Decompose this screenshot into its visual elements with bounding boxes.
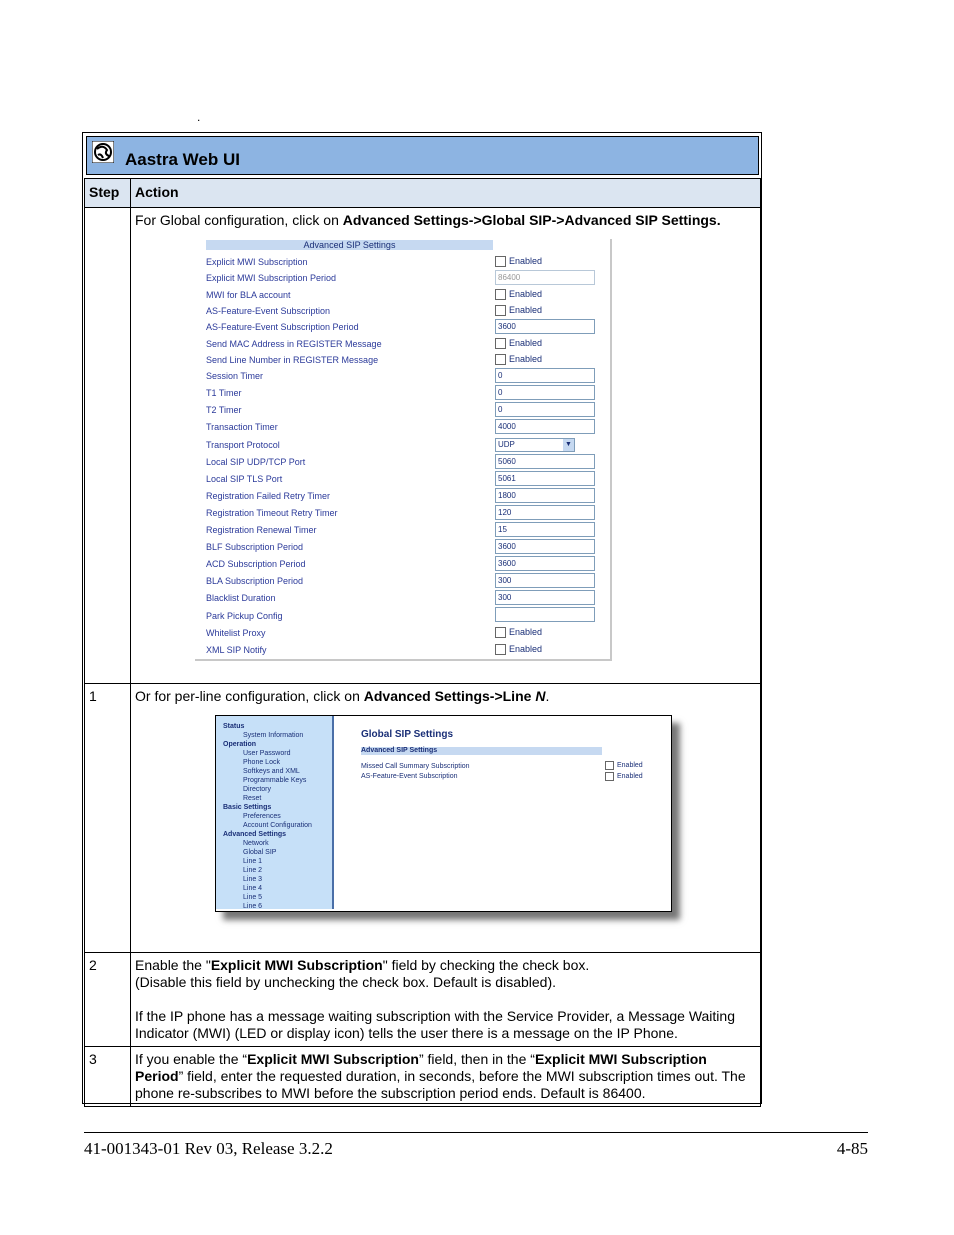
field-name: Explicit MWI Subscription — [210, 957, 383, 973]
as-feature-event-checkbox[interactable] — [605, 768, 643, 785]
select-value: UDP — [498, 439, 515, 449]
enabled-label: Enabled — [617, 773, 643, 780]
nav-item[interactable]: Reset — [243, 795, 262, 802]
setting-label: T1 Timer — [206, 388, 242, 399]
input-field[interactable]: 300 — [495, 573, 595, 588]
nav-item[interactable]: Line 6 — [243, 903, 263, 910]
field-name: Explicit MWI Subscription Period — [135, 1051, 707, 1084]
global-sip-main — [334, 716, 671, 911]
setting-label: Transaction Timer — [206, 422, 278, 433]
setting-label: Registration Renewal Timer — [206, 525, 317, 535]
input-field[interactable]: 0 — [495, 368, 595, 383]
input-field[interactable]: 300 — [495, 590, 595, 605]
nav-item[interactable]: User Password — [243, 750, 291, 757]
input-field[interactable]: 1800 — [495, 488, 595, 503]
enabled-label: Enabled — [509, 626, 543, 637]
setting-input[interactable] — [495, 470, 595, 487]
setting-checkbox[interactable] — [495, 624, 542, 641]
global-advanced-sip-header: Advanced SIP Settings — [361, 747, 602, 755]
input-field[interactable]: 0 — [495, 402, 595, 417]
enabled-label: Enabled — [509, 304, 543, 315]
setting-label: Blacklist Duration — [206, 593, 276, 604]
aastra-globe-icon — [92, 141, 114, 163]
setting-input[interactable] — [495, 418, 595, 435]
action-cell — [131, 1047, 761, 1107]
setting-input[interactable] — [495, 453, 595, 470]
action-text-end: . — [545, 688, 550, 704]
action-text: Enable the " — [135, 957, 211, 973]
input-field[interactable]: 5061 — [495, 471, 595, 486]
setting-input[interactable] — [495, 504, 595, 521]
nav-item[interactable]: Line 2 — [243, 867, 263, 874]
setting-checkbox[interactable] — [495, 302, 542, 319]
nav-item[interactable]: Phone Lock — [243, 759, 280, 766]
input-field[interactable]: 86400 — [495, 270, 595, 285]
input-field[interactable] — [495, 607, 595, 622]
setting-input[interactable] — [495, 384, 595, 401]
enabled-label: Enabled — [509, 288, 543, 299]
top-mark: . — [197, 110, 201, 124]
table-row — [85, 1047, 761, 1107]
step-number: 3 — [85, 1047, 131, 1107]
action-path: Advanced Settings->Line — [363, 688, 536, 704]
action-cell — [131, 953, 761, 1047]
nav-item[interactable]: Line 4 — [243, 885, 263, 892]
setting-checkbox[interactable] — [495, 286, 542, 303]
setting-input[interactable] — [495, 555, 595, 572]
nav-item[interactable]: Directory — [243, 786, 272, 793]
enabled-label: Enabled — [509, 643, 543, 654]
input-field[interactable]: 4000 — [495, 419, 595, 434]
input-field[interactable]: 3600 — [495, 319, 595, 334]
nav-item[interactable]: Programmable Keys — [243, 777, 307, 784]
nav-item[interactable]: Softkeys and XML — [243, 768, 300, 775]
action-cell — [131, 208, 761, 684]
chevron-down-icon[interactable]: ▼ — [563, 439, 574, 451]
input-field[interactable]: 3600 — [495, 556, 595, 571]
setting-label: MWI for BLA account — [206, 289, 291, 300]
checkbox-box[interactable] — [495, 305, 506, 316]
input-field[interactable]: 0 — [495, 385, 595, 400]
checkbox-box[interactable] — [495, 338, 506, 349]
setting-label: Explicit MWI Subscription Period — [206, 273, 337, 284]
setting-label: Transport Protocol — [206, 439, 280, 450]
setting-input[interactable] — [495, 269, 595, 286]
action-text: If you enable the “ — [135, 1051, 248, 1067]
nav-item[interactable]: Line 3 — [243, 876, 263, 883]
select-box[interactable] — [495, 438, 575, 452]
setting-input[interactable] — [495, 589, 595, 606]
global-sip-title: Global SIP Settings — [361, 729, 454, 740]
checkbox-box[interactable] — [495, 289, 506, 300]
checkbox-box[interactable] — [495, 644, 506, 655]
web-ui-banner — [86, 136, 759, 175]
action-text: ” field, then in the “ — [418, 1051, 535, 1067]
nav-item[interactable]: Line 5 — [243, 894, 263, 901]
enabled-label: Enabled — [509, 353, 543, 364]
table-header-row — [85, 179, 761, 208]
setting-label: Send Line Number in REGISTER Message — [206, 354, 379, 365]
action-text: ” field, enter the requested duration, in seconds, before the MWI subscription times out. The phone re-subscribes to MWI before the subscription period ends. Default is 86400. — [135, 1068, 746, 1101]
action-text: Or for per-line configuration, click on — [135, 688, 364, 704]
table-row — [85, 953, 761, 1047]
banner-title: Aastra Web UI — [125, 150, 240, 169]
setting-label: Whitelist Proxy — [206, 627, 266, 638]
nav-item[interactable]: Global SIP — [243, 849, 277, 856]
checkbox-box[interactable] — [495, 627, 506, 638]
setting-input[interactable] — [495, 572, 595, 589]
setting-input[interactable] — [495, 487, 595, 504]
footer-page-number: 4-85 — [836, 1139, 868, 1158]
setting-label: Park Pickup Config — [206, 610, 283, 621]
table-row — [85, 208, 761, 684]
setting-checkbox[interactable] — [495, 351, 542, 368]
setting-label: BLF Subscription Period — [206, 542, 304, 553]
input-field[interactable]: 15 — [495, 522, 595, 537]
setting-label: ACD Subscription Period — [206, 559, 306, 570]
setting-checkbox[interactable] — [495, 253, 542, 270]
checkbox-box[interactable] — [495, 354, 506, 365]
setting-label: Send MAC Address in REGISTER Message — [206, 338, 382, 349]
setting-label: XML SIP Notify — [206, 644, 267, 655]
setting-input[interactable] — [495, 367, 595, 384]
footer-rule — [84, 1132, 868, 1133]
action-explanation: If the IP phone has a message waiting subscription with the Service Provider, a Message Waiting Indicator (MWI) (LED or display icon) tells the user there is a message on the IP Phone. — [135, 1008, 735, 1041]
checkbox-box[interactable] — [495, 256, 506, 267]
setting-label: Explicit MWI Subscription — [206, 257, 308, 267]
action-text: For Global configuration, click on — [135, 212, 343, 228]
footer-doc-id: 41-001343-01 Rev 03, Release 3.2.2 — [84, 1139, 333, 1158]
setting-label: Local SIP UDP/TCP Port — [206, 456, 306, 467]
nav-section: Basic Settings — [223, 804, 272, 811]
setting-input[interactable] — [495, 538, 595, 555]
field-name: Explicit MWI Subscription — [247, 1051, 419, 1067]
input-field[interactable]: 120 — [495, 505, 595, 520]
setting-input[interactable] — [495, 401, 595, 418]
step-number: 1 — [85, 684, 131, 953]
global-sip-settings-screenshot — [215, 715, 672, 912]
web-ui-nav-sidebar — [216, 716, 334, 909]
action-cell — [131, 684, 761, 953]
step-number: 2 — [85, 953, 131, 1047]
nav-section: Operation — [223, 741, 257, 748]
advanced-sip-settings-screenshot — [195, 239, 612, 661]
checkbox-box[interactable] — [605, 772, 614, 781]
setting-input[interactable] — [495, 318, 595, 335]
enabled-label: Enabled — [617, 762, 643, 769]
nav-item[interactable]: Preferences — [243, 813, 281, 820]
setting-label: T2 Timer — [206, 405, 242, 416]
input-field[interactable]: 5060 — [495, 454, 595, 469]
nav-item[interactable]: Account Configuration — [243, 822, 312, 829]
missed-call-summary-label: Missed Call Summary Subscription — [361, 763, 470, 770]
setting-label: Session Timer — [206, 371, 264, 382]
setting-input[interactable] — [495, 521, 595, 538]
action-text: " field by checking the check box. — [382, 957, 590, 973]
nav-item[interactable]: System Information — [243, 732, 304, 739]
setting-select[interactable] — [495, 436, 575, 453]
action-note: (Disable this field by unchecking the check box. Default is disabled). — [135, 974, 556, 990]
advanced-sip-settings-header: Advanced SIP Settings — [206, 240, 493, 250]
setting-label: AS-Feature-Event Subscription Period — [206, 322, 359, 333]
nav-section: Advanced Settings — [223, 831, 287, 838]
enabled-label: Enabled — [509, 337, 543, 348]
input-field[interactable]: 3600 — [495, 539, 595, 554]
setting-label: Local SIP TLS Port — [206, 473, 283, 484]
action-header: Action — [131, 179, 761, 208]
nav-section: Status — [223, 723, 245, 730]
nav-item[interactable]: Line 1 — [243, 858, 263, 865]
enabled-label: Enabled — [509, 256, 543, 266]
setting-label: BLA Subscription Period — [206, 576, 304, 587]
setting-checkbox[interactable] — [495, 641, 542, 658]
line-variable: N — [535, 688, 546, 704]
table-row — [85, 684, 761, 953]
setting-label: Registration Timeout Retry Timer — [206, 507, 338, 518]
as-feature-event-label: AS-Feature-Event Subscription — [361, 773, 458, 780]
setting-label: Registration Failed Retry Timer — [206, 490, 331, 501]
setting-checkbox[interactable] — [495, 335, 542, 352]
setting-label: AS-Feature-Event Subscription — [206, 305, 331, 316]
steps-table — [84, 178, 761, 1107]
step-number — [85, 208, 131, 684]
action-path: Advanced Settings->Global SIP->Advanced SIP Settings. — [342, 212, 721, 228]
step-header: Step — [85, 179, 131, 208]
nav-item[interactable]: Network — [243, 840, 269, 847]
